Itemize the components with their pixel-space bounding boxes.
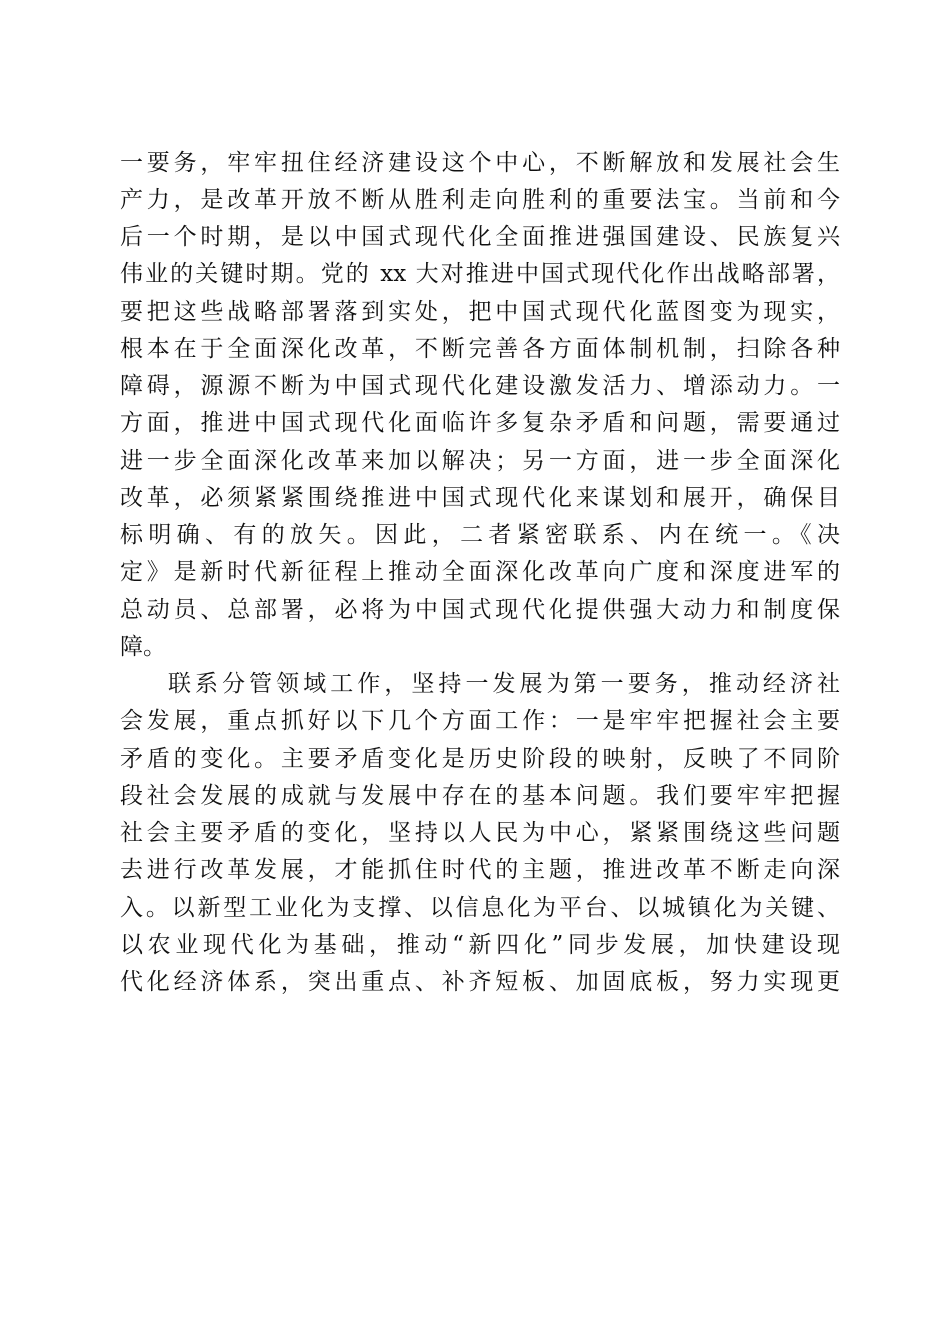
paragraph-2-line-9: 代化经济体系，突出重点、补齐短板、加固底板，努力实现更	[120, 969, 840, 995]
paragraph-1-line-12: 定》是新时代新征程上推动全面深化改革向广度和深度进军的	[120, 559, 840, 585]
paragraph-2-line-4: 段社会发展的成就与发展中存在的基本问题。我们要牢牢把握	[120, 783, 840, 809]
paragraph-1-line-13: 总动员、总部署，必将为中国式现代化提供强大动力和制度保	[120, 597, 840, 623]
paragraph-1-line-8: 方面，推进中国式现代化面临许多复杂矛盾和问题，需要通过	[120, 410, 840, 436]
paragraph-1-line-9: 进一步全面深化改革来加以解决；另一方面，进一步全面深化	[120, 448, 840, 474]
paragraph-2-line-8: 以农业现代化为基础，推动“新四化”同步发展，加快建设现	[120, 932, 840, 958]
paragraph-2-line-7: 入。以新型工业化为支撑、以信息化为平台、以城镇化为关键、	[120, 895, 840, 921]
paragraph-1-line-14: 障。	[120, 634, 166, 660]
paragraph-1-line-7: 障碍，源源不断为中国式现代化建设激发活力、增添动力。一	[120, 373, 840, 399]
paragraph-2-line-3: 矛盾的变化。主要矛盾变化是历史阶段的映射，反映了不同阶	[120, 746, 840, 772]
paragraph-1-line-1: 一要务，牢牢扭住经济建设这个中心，不断解放和发展社会生	[120, 150, 840, 176]
paragraph-1-line-3: 后一个时期，是以中国式现代化全面推进强国建设、民族复兴	[120, 224, 840, 250]
paragraph-1-line-4: 伟业的关键时期。党的 xx 大对推进中国式现代化作出战略部署，	[120, 261, 840, 287]
paragraph-1-line-2: 产力，是改革开放不断从胜利走向胜利的重要法宝。当前和今	[120, 187, 840, 213]
paragraph-2-line-1: 联系分管领域工作，坚持一发展为第一要务，推动经济社	[168, 671, 840, 697]
paragraph-2-line-6: 去进行改革发展，才能抓住时代的主题，推进改革不断走向深	[120, 857, 840, 883]
paragraph-1-line-11: 标明确、有的放矢。因此，二者紧密联系、内在统一。《决	[120, 522, 840, 548]
paragraph-1-line-10: 改革，必须紧紧围绕推进中国式现代化来谋划和展开，确保目	[120, 485, 840, 511]
paragraph-2-line-2: 会发展，重点抓好以下几个方面工作：一是牢牢把握社会主要	[120, 708, 840, 734]
paragraph-2-line-5: 社会主要矛盾的变化，坚持以人民为中心，紧紧围绕这些问题	[120, 820, 840, 846]
paragraph-1-line-6: 根本在于全面深化改革，不断完善各方面体制机制，扫除各种	[120, 336, 840, 362]
paragraph-1-line-5: 要把这些战略部署落到实处，把中国式现代化蓝图变为现实，	[120, 299, 840, 325]
